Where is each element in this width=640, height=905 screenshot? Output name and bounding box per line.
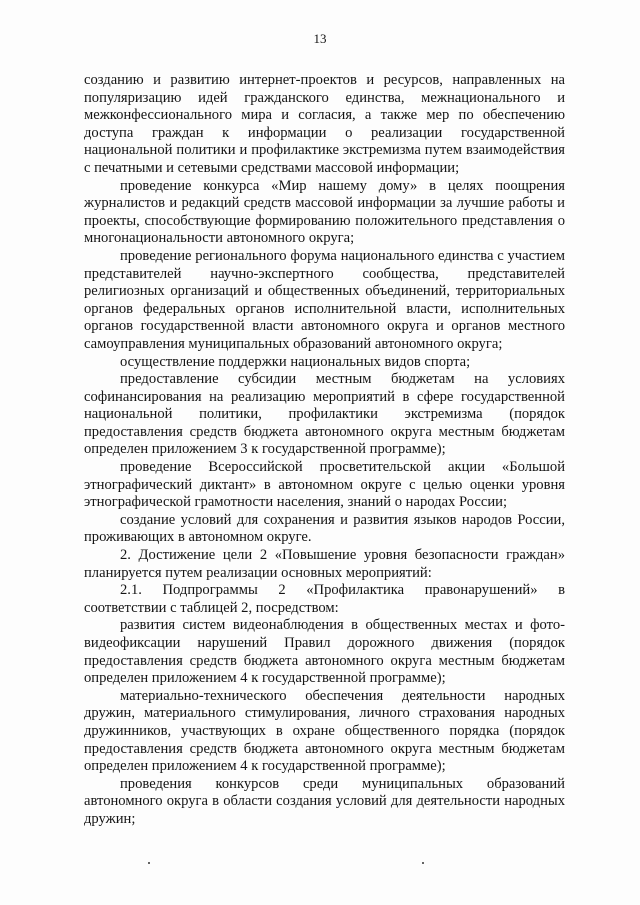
page-number: 13 [313,31,327,46]
paragraph: проведение Всероссийской просветительской акции «Большой этнографический диктант» в автономном округе с целью оценки уровня этнографической грамотности населения, знаний о народах России; [84,459,565,511]
paragraph: проведения конкурсов среди муниципальных образований автономного округа в области создания условий для деятельности народных дружин; [84,775,565,827]
scan-speck [148,862,150,864]
paragraph: созданию и развитию интернет-проектов и ресурсов, направленных на популяризацию идей гражданского единства, межнационального и межконфессионального мира и согласия, а также мер по обеспечению доступа граждан к информации о реализации государственной национальной политики и профилактике экстремизма путем взаимодействия с печатными и сетевыми средствами массовой информации; [84,72,565,176]
paragraph: создание условий для сохранения и развития языков народов России, проживающих в автономном округе. [84,511,565,546]
paragraph: проведение регионального форума национального единства с участием представителей научно-экспертного сообщества, представителей религиозных организаций и общественных объединений, территориальных органов федеральных органов исполнительной власти, исполнительных органов государственной власти автономного округа и органов местного самоуправления муниципальных образований автономного округа; [84,247,565,352]
paragraph: проведение конкурса «Мир нашему дому» в целях поощрения журналистов и редакций средств массовой информации за лучшие работы и проекты, способствующие формированию положительного представления о многонациональности автономного округа; [84,177,565,247]
paragraph: предоставление субсидии местным бюджетам на условиях софинансирования на реализацию мероприятий в сфере государственной национальной политики, профилактики экстремизма (порядок предоставления средств бюджета автономного округа местным бюджетам определен приложением 3 к государственной программе); [84,371,565,458]
paragraph: развития систем видеонаблюдения в общественных местах и фото-видеофиксации нарушений Правил дорожного движения (порядок предоставления средств бюджета автономного округа местным бюджетам определен приложением 4 к государственной программе); [84,617,565,687]
paragraph: материально-технического обеспечения деятельности народных дружин, материального стимулирования, личного страхования народных дружинников, участвующих в охране общественного порядка (порядок предоставления средств бюджета автономного округа местным бюджетам определен приложением 4 к государственной программе); [84,687,565,775]
body-text [84,72,565,829]
paragraph: 2. Достижение цели 2 «Повышение уровня безопасности граждан» планируется путем реализации основных мероприятий: [84,547,565,581]
scan-speck [422,862,424,864]
paragraph: 2.1. Подпрограммы 2 «Профилактика правонарушений» в соответствии с таблицей 2, посредством: [84,582,565,616]
paragraph: осуществление поддержки национальных видов спорта; [120,353,471,370]
